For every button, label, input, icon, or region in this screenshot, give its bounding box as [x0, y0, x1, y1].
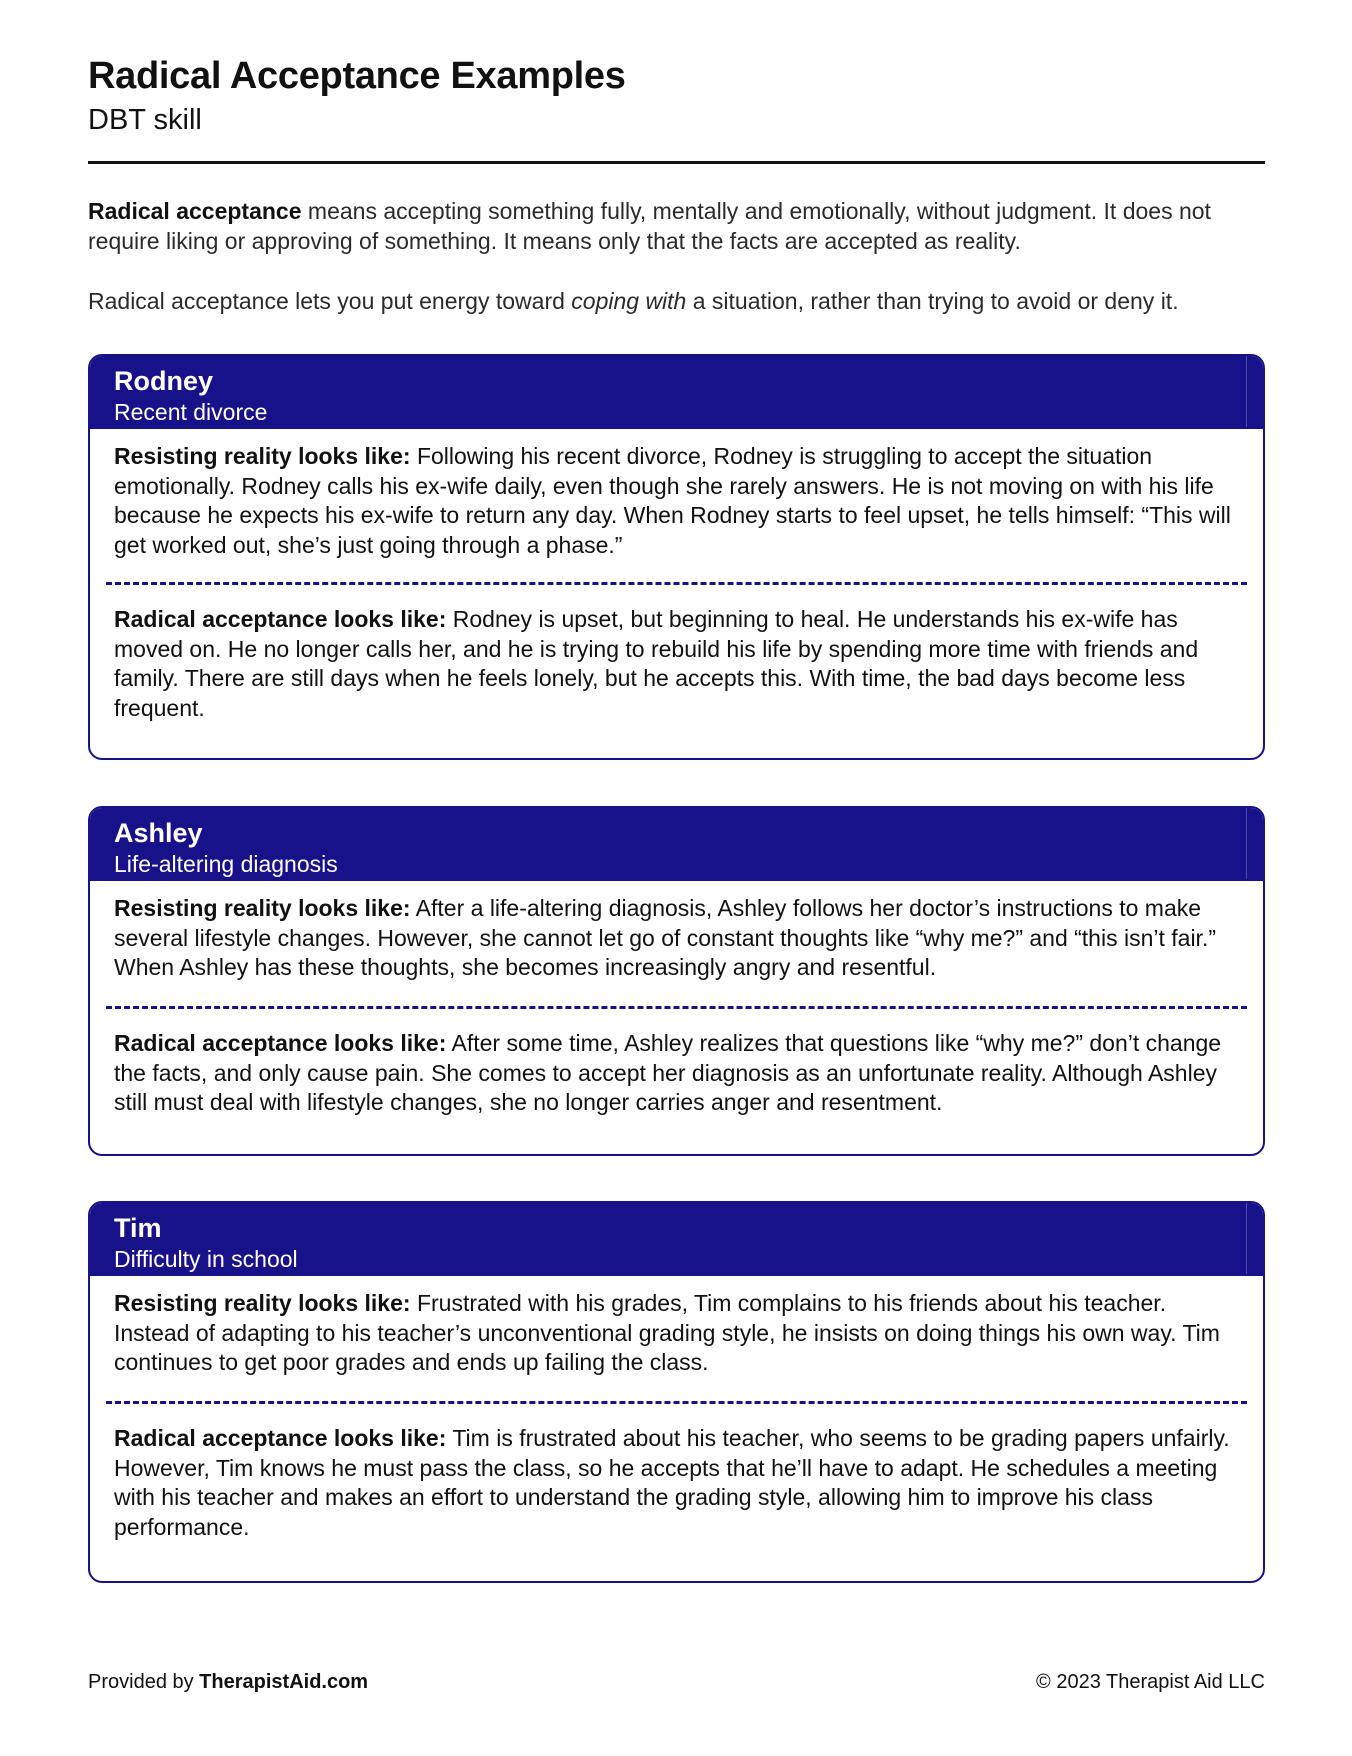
acceptance-section — [90, 585, 1263, 723]
acceptance-section — [90, 1009, 1263, 1118]
acceptance-label: Radical acceptance looks like: — [114, 606, 447, 632]
page-title: Radical Acceptance Examples — [88, 55, 626, 97]
resisting-label: Resisting reality looks like: — [114, 895, 411, 921]
acceptance-text: After some time, Ashley realizes that questions like “why me?” don’t change the facts, and only cause pain. She comes to accept her diagnosis as an unfortunate reality. Although Ashley still must deal with lifestyle changes, she no longer carries anger and resentment. — [114, 1030, 1222, 1115]
example-card-tim — [88, 1201, 1265, 1583]
card-name: Tim — [114, 1213, 162, 1243]
intro-paragraph-purpose — [88, 286, 1265, 316]
intro-purpose-end: a situation, rather than trying to avoid or deny it. — [686, 288, 1179, 314]
acceptance-text: Tim is frustrated about his teacher, who seems to be grading papers unfairly. However, Tim knows he must pass the class, so he accepts that he’ll have to adapt. He schedules a meeting with his teacher and makes an effort to understand the grading style, allowing him to improve his class performance. — [114, 1425, 1230, 1540]
card-header — [90, 356, 1263, 429]
intro-definition-text: means accepting something fully, mentally and emotionally, without judgment. It does not require liking or approving of something. It means only that the facts are accepted as reality. — [88, 198, 1211, 254]
header-divider — [88, 161, 1265, 164]
intro-purpose-start: Radical acceptance lets you put energy toward — [88, 288, 572, 314]
card-situation: Recent divorce — [114, 399, 268, 425]
resisting-text: After a life-altering diagnosis, Ashley follows her doctor’s instructions to make several lifestyle changes. However, she cannot let go of constant thoughts like “why me?” and “this isn’t fair.” When Ashley has these thoughts, she becomes increasingly angry and resentful. — [114, 895, 1217, 980]
resisting-section — [90, 1276, 1263, 1401]
acceptance-label: Radical acceptance looks like: — [114, 1425, 447, 1451]
footer-copyright: © 2023 Therapist Aid LLC — [1036, 1671, 1265, 1693]
intro-paragraph-definition — [88, 196, 1265, 256]
acceptance-text: Rodney is upset, but beginning to heal. He understands his ex-wife has moved on. He no longer calls her, and he is trying to rebuild his life by spending more time with friends and family. There are still days when he feels lonely, but he accepts this. With time, the bad days become less frequent. — [114, 606, 1199, 721]
example-card-rodney — [88, 354, 1265, 760]
footer-provider — [88, 1671, 368, 1694]
acceptance-label: Radical acceptance looks like: — [114, 1030, 447, 1056]
example-card-ashley — [88, 806, 1265, 1156]
card-situation: Difficulty in school — [114, 1246, 298, 1272]
card-header — [90, 808, 1263, 881]
intro-term: Radical acceptance — [88, 198, 302, 224]
card-header — [90, 1203, 1263, 1276]
intro-purpose-emphasis: coping with — [571, 288, 687, 314]
card-name: Ashley — [114, 818, 203, 848]
acceptance-section — [90, 1404, 1263, 1542]
card-name: Rodney — [114, 366, 214, 396]
resisting-label: Resisting reality looks like: — [114, 1290, 411, 1316]
resisting-text: Frustrated with his grades, Tim complains to his friends about his teacher. Instead of adapting to his teacher’s unconventional grading style, he insists on doing things his own way. Tim continues to get poor grades and ends up failing the class. — [114, 1290, 1220, 1375]
resisting-section — [90, 429, 1263, 582]
resisting-label: Resisting reality looks like: — [114, 443, 411, 469]
resisting-section — [90, 881, 1263, 1006]
footer-provided-by: Provided by — [88, 1671, 200, 1693]
footer-brand-link[interactable]: TherapistAid.com — [199, 1671, 369, 1693]
resisting-text: Following his recent divorce, Rodney is struggling to accept the situation emotionally. Rodney calls his ex-wife daily, even though she rarely answers. He is not moving on with his life because he expects his ex-wife to return any day. When Rodney starts to feel upset, he tells himself: “This will get worked out, she’s just going through a phase.” — [114, 443, 1231, 558]
card-situation: Life-altering diagnosis — [114, 851, 338, 877]
page-subtitle: DBT skill — [88, 104, 202, 136]
